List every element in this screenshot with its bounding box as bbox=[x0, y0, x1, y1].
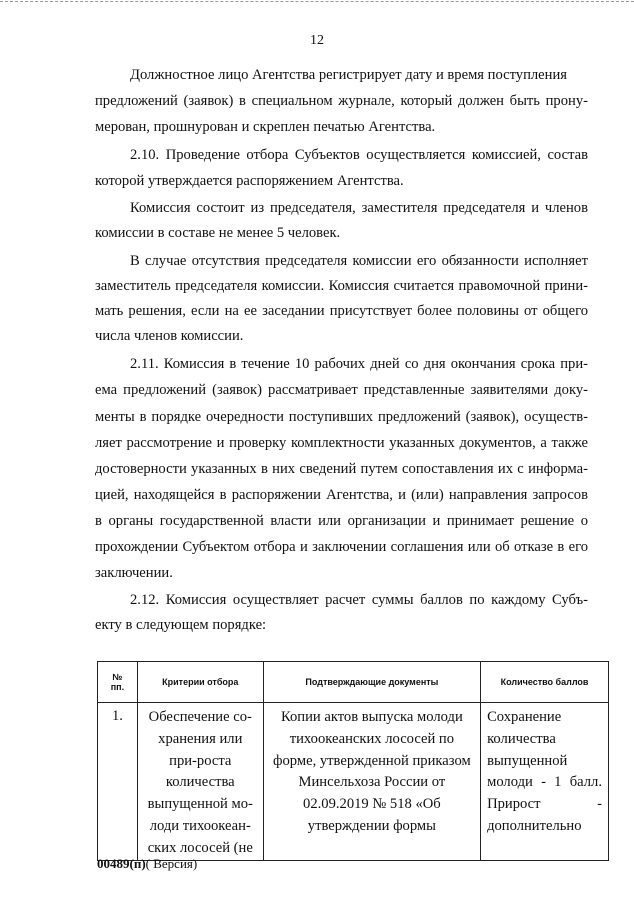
paragraph-line: Комиссия состоит из председателя, заместителя председателя и членов bbox=[130, 200, 588, 216]
paragraph-line: мать решения, если на ее заседании присутствует более половины от общего bbox=[95, 303, 588, 319]
header-documents: Подтверждающие документы bbox=[263, 662, 480, 703]
row-number: 1. bbox=[98, 703, 138, 861]
header-criteria: Критерии отбора bbox=[137, 662, 263, 703]
paragraph-line: ема предложений (заявок) рассматривает представленные заявителями доку- bbox=[95, 382, 588, 398]
row-score: Сохранение количества выпущенной молоди - 1 балл. Прирост - дополнительно bbox=[481, 703, 609, 861]
table-header-row bbox=[98, 662, 609, 703]
paragraph-line: 2.11. Комиссия в течение 10 рабочих дней со дня окончания срока при- bbox=[130, 356, 588, 372]
document-version: ( Версия) bbox=[145, 856, 198, 871]
page-number: 12 bbox=[310, 33, 324, 48]
header-number bbox=[98, 662, 138, 703]
paragraph-line: числа членов комиссии. bbox=[95, 328, 244, 344]
criteria-table bbox=[97, 661, 609, 861]
header-number-sign: № bbox=[112, 672, 123, 682]
row-criteria: Обеспечение со-хранения или при-роста количества выпущенной мо-лоди тихоокеан-ских лососей (не bbox=[137, 703, 263, 861]
paragraph-line: заключении. bbox=[95, 565, 173, 581]
paragraph-line: 2.10. Проведение отбора Субъектов осуществляется комиссией, состав bbox=[130, 147, 588, 163]
paragraph-line: прохождении Субъектом отбора и заключении соглашения или об отказе в его bbox=[95, 539, 588, 555]
paragraph-line: достоверности указанных в них сведений путем сопоставления их с информа- bbox=[95, 461, 588, 477]
table-row bbox=[98, 703, 609, 861]
paragraph-line: цией, находящейся в распоряжении Агентства, и (или) направления запросов bbox=[95, 487, 588, 503]
paragraph-line: предложений (заявок) в специальном журнале, который должен быть прону- bbox=[95, 93, 588, 109]
paragraph-line: заместитель председателя комиссии. Комиссия считается правомочной прини- bbox=[95, 278, 588, 294]
paragraph-line: 2.12. Комиссия осуществляет расчет суммы баллов по каждому Субъ- bbox=[130, 592, 588, 608]
page-top-rule bbox=[0, 1, 634, 2]
header-number-abbr: пп. bbox=[110, 682, 125, 692]
header-score: Количество баллов bbox=[481, 662, 609, 703]
paragraph-line: екту в следующем порядке: bbox=[95, 617, 267, 633]
paragraph-line: ляет рассмотрение и проверку комплектности указанных документов, а также bbox=[95, 435, 588, 451]
paragraph-line: Должностное лицо Агентства регистрирует дату и время поступления bbox=[130, 67, 567, 83]
paragraph-line: менты в порядке очередности поступивших предложений (заявок), осуществ- bbox=[95, 409, 588, 425]
document-footer bbox=[97, 856, 197, 872]
paragraph-line: которой утверждается распоряжением Агентства. bbox=[95, 173, 404, 189]
paragraph-line: в органы государственной власти или организации и принимает решение о bbox=[95, 513, 588, 529]
paragraph-line: комиссии в составе не менее 5 человек. bbox=[95, 225, 341, 241]
document-code: 00489(п) bbox=[97, 856, 146, 871]
paragraph-line: В случае отсутствия председателя комиссии его обязанности исполняет bbox=[130, 253, 588, 269]
row-documents: Копии актов выпуска молоди тихоокеанских лососей по форме, утвержденной приказом Минсельхоза России от 02.09.2019 № 518 «Об утверждении формы bbox=[263, 703, 480, 861]
paragraph-line: мерован, прошнурован и скреплен печатью Агентства. bbox=[95, 119, 436, 135]
